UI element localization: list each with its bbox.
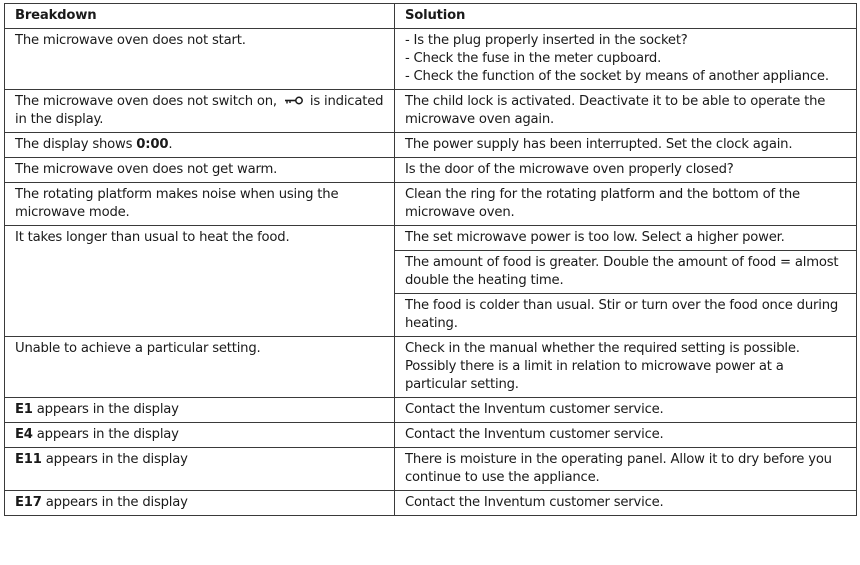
breakdown-cell xyxy=(5,133,395,158)
breakdown-cell xyxy=(5,448,395,491)
table-row xyxy=(5,448,857,491)
breakdown-text: appears in the display xyxy=(45,452,188,467)
troubleshooting-table xyxy=(4,3,857,516)
breakdown-cell: The rotating platform makes noise when using the microwave mode. xyxy=(5,183,395,226)
breakdown-cell xyxy=(5,491,395,516)
table-row xyxy=(5,29,857,90)
breakdown-cell: It takes longer than usual to heat the food. xyxy=(5,226,395,337)
solution-cell: Contact the Inventum customer service. xyxy=(395,398,857,423)
breakdown-text: The microwave oven does not switch on, xyxy=(15,94,277,109)
breakdown-text: appears in the display xyxy=(45,495,188,510)
solution-cell: There is moisture in the operating panel. Allow it to dry before you continue to use the appliance. xyxy=(395,448,857,491)
table-row xyxy=(5,183,857,226)
breakdown-text: . xyxy=(168,137,173,152)
table-row xyxy=(5,133,857,158)
breakdown-cell xyxy=(5,423,395,448)
solution-cell: Clean the ring for the rotating platform and the bottom of the microwave oven. xyxy=(395,183,857,226)
table-header-row xyxy=(5,4,857,29)
header-breakdown: Breakdown xyxy=(5,4,395,29)
error-code: E11 xyxy=(15,452,42,467)
solution-cell: The child lock is activated. Deactivate it to be able to operate the microwave oven again. xyxy=(395,90,857,133)
solution-cell: The set microwave power is too low. Select a higher power. xyxy=(395,226,857,251)
table-row xyxy=(5,90,857,133)
solution-line: - Check the function of the socket by means of another appliance. xyxy=(405,69,829,84)
table-row xyxy=(5,398,857,423)
solution-cell: Contact the Inventum customer service. xyxy=(395,491,857,516)
breakdown-cell: Unable to achieve a particular setting. xyxy=(5,337,395,398)
header-solution: Solution xyxy=(395,4,857,29)
solution-cell: Check in the manual whether the required setting is possible. Possibly there is a limit in relation to microwave power at a particular setting. xyxy=(395,337,857,398)
table-row xyxy=(5,226,857,251)
error-code: E4 xyxy=(15,427,33,442)
solution-cell: The amount of food is greater. Double the amount of food = almost double the heating time. xyxy=(395,251,857,294)
solution-cell: Is the door of the microwave oven properly closed? xyxy=(395,158,857,183)
solution-cell xyxy=(395,29,857,90)
breakdown-text: is indicated in the display. xyxy=(15,94,384,127)
display-value: 0:00 xyxy=(136,137,169,152)
breakdown-text: appears in the display xyxy=(36,402,179,417)
table-row xyxy=(5,491,857,516)
breakdown-cell: The microwave oven does not get warm. xyxy=(5,158,395,183)
solution-cell: The power supply has been interrupted. Set the clock again. xyxy=(395,133,857,158)
breakdown-cell: The microwave oven does not start. xyxy=(5,29,395,90)
solution-cell: Contact the Inventum customer service. xyxy=(395,423,857,448)
table-row xyxy=(5,158,857,183)
breakdown-cell xyxy=(5,398,395,423)
solution-line: - Is the plug properly inserted in the socket? xyxy=(405,33,688,48)
breakdown-text: The display shows xyxy=(15,137,133,152)
solution-cell: The food is colder than usual. Stir or turn over the food once during heating. xyxy=(395,294,857,337)
breakdown-text: appears in the display xyxy=(36,427,179,442)
table-row xyxy=(5,423,857,448)
error-code: E1 xyxy=(15,402,33,417)
error-code: E17 xyxy=(15,495,42,510)
solution-line: - Check the fuse in the meter cupboard. xyxy=(405,51,662,66)
table-row xyxy=(5,337,857,398)
key-icon xyxy=(284,96,304,105)
breakdown-cell xyxy=(5,90,395,133)
